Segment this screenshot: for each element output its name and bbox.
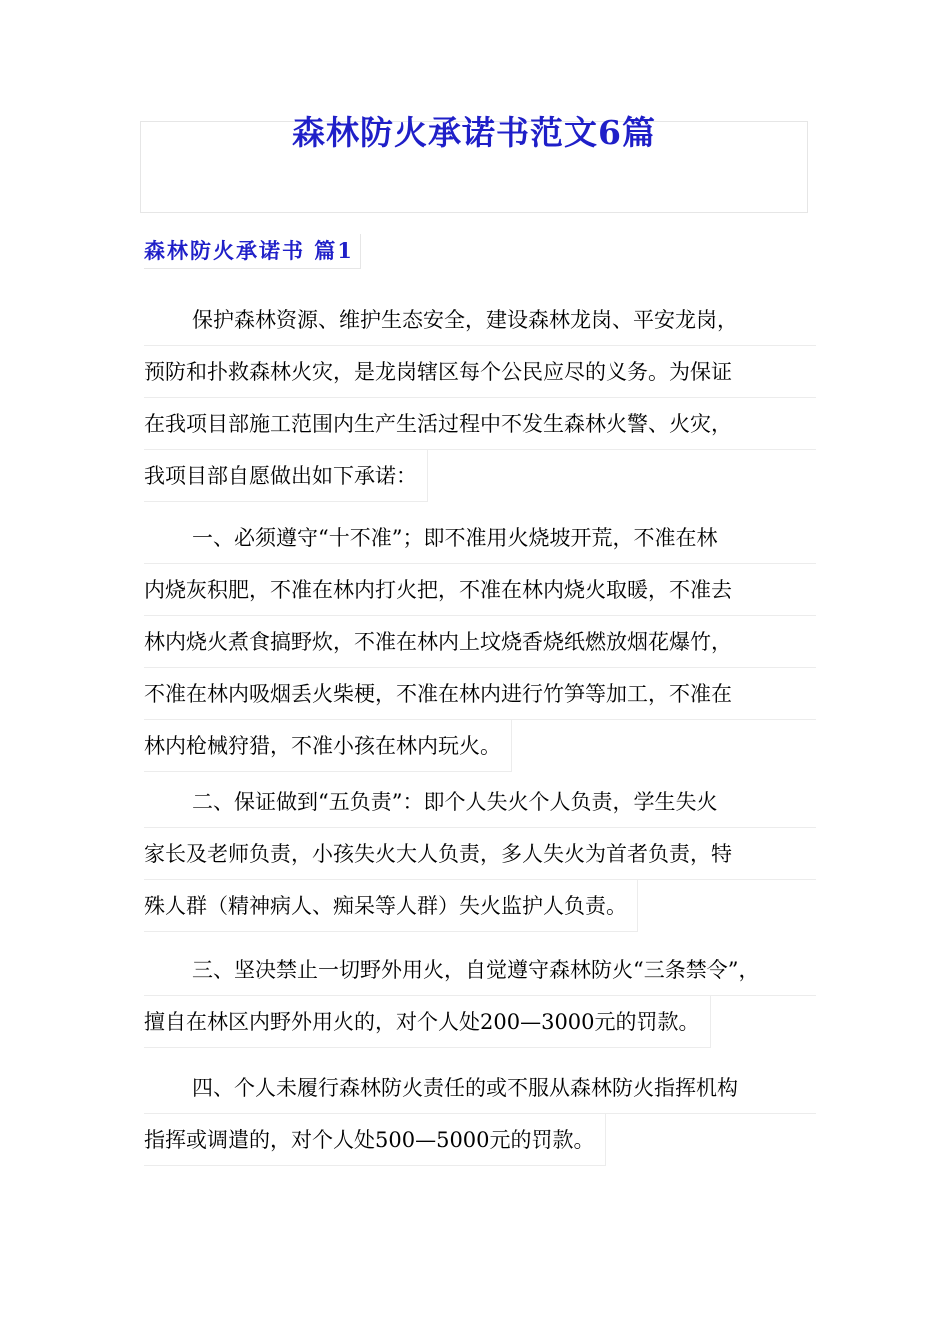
paragraph-rule-2 [144, 776, 816, 932]
paragraph-line: 林内烧火煮食搞野炊，不准在林内上坟烧香烧纸燃放烟花爆竹， [144, 616, 816, 668]
paragraph-line: 一、必须遵守“十不准”；即不准用火烧坡开荒，不准在林 [144, 512, 816, 564]
paragraph-line: 预防和扑救森林火灾，是龙岗辖区每个公民应尽的义务。为保证 [144, 346, 816, 398]
paragraph-line: 指挥或调遣的，对个人处500—5000元的罚款。 [144, 1114, 606, 1166]
paragraph-line: 殊人群（精神病人、痴呆等人群）失火监护人负责。 [144, 880, 638, 932]
section-heading: 森林防火承诺书 篇1 [144, 234, 361, 269]
paragraph-line: 内烧灰积肥，不准在林内打火把，不准在林内烧火取暖，不准去 [144, 564, 816, 616]
paragraph-line: 擅自在林区内野外用火的，对个人处200—3000元的罚款。 [144, 996, 711, 1048]
paragraph-rule-1 [144, 512, 816, 772]
paragraph-rule-3 [144, 944, 816, 1048]
paragraph-line: 三、坚决禁止一切野外用火，自觉遵守森林防火“三条禁令”， [144, 944, 816, 996]
document-title: 森林防火承诺书范文6篇 [292, 113, 656, 152]
paragraph-line: 林内枪械狩猎，不准小孩在林内玩火。 [144, 720, 512, 772]
paragraph-line: 四、个人未履行森林防火责任的或不服从森林防火指挥机构 [144, 1062, 816, 1114]
paragraph-line: 在我项目部施工范围内生产生活过程中不发生森林火警、火灾， [144, 398, 816, 450]
paragraph-line: 我项目部自愿做出如下承诺： [144, 450, 428, 502]
paragraph-line: 不准在林内吸烟丢火柴梗，不准在林内进行竹笋等加工，不准在 [144, 668, 816, 720]
paragraph-line: 二、保证做到“五负责”：即个人失火个人负责，学生失火 [144, 776, 816, 828]
paragraph-rule-4 [144, 1062, 816, 1166]
paragraph-line: 保护森林资源、维护生态安全，建设森林龙岗、平安龙岗， [144, 294, 816, 346]
paragraph-intro [144, 294, 816, 502]
paragraph-line: 家长及老师负责，小孩失火大人负责，多人失火为首者负责，特 [144, 828, 816, 880]
